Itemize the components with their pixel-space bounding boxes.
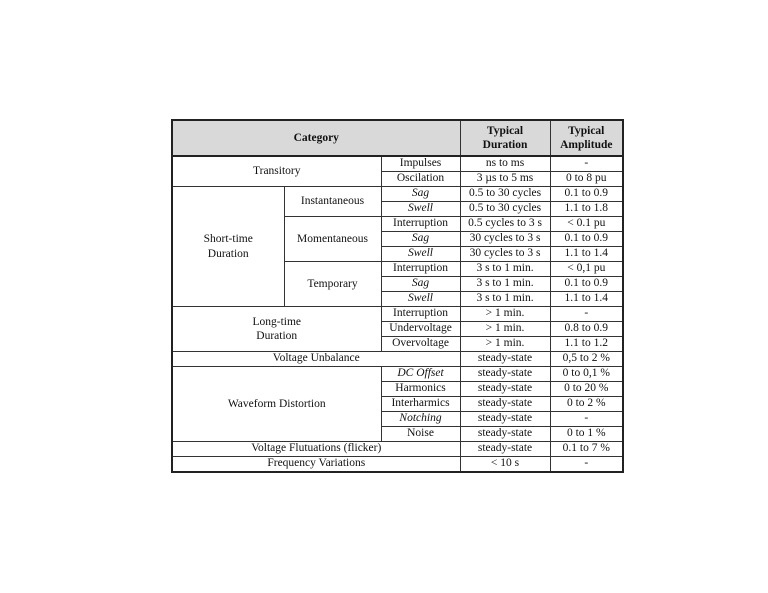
- duration-cell: steady-state: [460, 352, 550, 367]
- amplitude-cell: < 0.1 pu: [550, 217, 623, 232]
- amplitude-cell: 0 to 0,1 %: [550, 367, 623, 382]
- amplitude-cell: 0.8 to 0.9: [550, 322, 623, 337]
- duration-cell: steady-state: [460, 442, 550, 457]
- amplitude-cell: 0,5 to 2 %: [550, 352, 623, 367]
- category-transitory: Transitory: [172, 156, 381, 187]
- amplitude-cell: 0.1 to 0.9: [550, 232, 623, 247]
- amplitude-cell: 0 to 8 pu: [550, 172, 623, 187]
- duration-cell: steady-state: [460, 397, 550, 412]
- header-duration: Typical Duration: [460, 120, 550, 156]
- amplitude-cell: < 0,1 pu: [550, 262, 623, 277]
- amplitude-cell: -: [550, 457, 623, 473]
- category-long-time: Long-time Duration: [172, 307, 381, 352]
- amplitude-cell: -: [550, 307, 623, 322]
- amplitude-cell: 0.1 to 7 %: [550, 442, 623, 457]
- type-cell: Notching: [381, 412, 460, 427]
- duration-cell: 0.5 to 30 cycles: [460, 187, 550, 202]
- subcategory-momentaneous: Momentaneous: [284, 217, 381, 262]
- type-cell: DC Offset: [381, 367, 460, 382]
- duration-cell: steady-state: [460, 382, 550, 397]
- duration-cell: > 1 min.: [460, 322, 550, 337]
- amplitude-cell: -: [550, 156, 623, 172]
- duration-cell: 3 µs to 5 ms: [460, 172, 550, 187]
- header-category: Category: [172, 120, 460, 156]
- category-waveform-distortion: Waveform Distortion: [172, 367, 381, 442]
- amplitude-cell: 0 to 20 %: [550, 382, 623, 397]
- subcategory-instantaneous: Instantaneous: [284, 187, 381, 217]
- duration-cell: steady-state: [460, 427, 550, 442]
- duration-cell: ns to ms: [460, 156, 550, 172]
- amplitude-cell: 0 to 1 %: [550, 427, 623, 442]
- table-row: [172, 442, 623, 457]
- type-cell: Impulses: [381, 156, 460, 172]
- amplitude-cell: 0.1 to 0.9: [550, 187, 623, 202]
- type-cell: Undervoltage: [381, 322, 460, 337]
- table-row: [172, 156, 623, 172]
- type-cell: Interruption: [381, 262, 460, 277]
- category-short-time: Short-time Duration: [172, 187, 284, 307]
- subcategory-temporary: Temporary: [284, 262, 381, 307]
- duration-cell: 3 s to 1 min.: [460, 262, 550, 277]
- type-cell: Harmonics: [381, 382, 460, 397]
- duration-cell: steady-state: [460, 367, 550, 382]
- duration-cell: < 10 s: [460, 457, 550, 473]
- duration-cell: 30 cycles to 3 s: [460, 232, 550, 247]
- table-row: [172, 457, 623, 473]
- amplitude-cell: 0.1 to 0.9: [550, 277, 623, 292]
- duration-cell: 0.5 cycles to 3 s: [460, 217, 550, 232]
- type-cell: Oscilation: [381, 172, 460, 187]
- header-amplitude: Typical Amplitude: [550, 120, 623, 156]
- duration-cell: 3 s to 1 min.: [460, 277, 550, 292]
- table-row: [172, 367, 623, 382]
- type-cell: Sag: [381, 187, 460, 202]
- duration-cell: steady-state: [460, 412, 550, 427]
- duration-cell: > 1 min.: [460, 307, 550, 322]
- category-voltage-flicker: Voltage Flutuations (flicker): [172, 442, 460, 457]
- type-cell: Interharmics: [381, 397, 460, 412]
- table-row: [172, 187, 623, 202]
- type-cell: Swell: [381, 247, 460, 262]
- category-voltage-unbalance: Voltage Unbalance: [172, 352, 460, 367]
- duration-cell: 0.5 to 30 cycles: [460, 202, 550, 217]
- type-cell: Sag: [381, 232, 460, 247]
- amplitude-cell: 0 to 2 %: [550, 397, 623, 412]
- category-frequency-variations: Frequency Variations: [172, 457, 460, 473]
- amplitude-cell: 1.1 to 1.4: [550, 247, 623, 262]
- type-cell: Sag: [381, 277, 460, 292]
- duration-cell: > 1 min.: [460, 337, 550, 352]
- amplitude-cell: 1.1 to 1.4: [550, 292, 623, 307]
- type-cell: Swell: [381, 202, 460, 217]
- type-cell: Noise: [381, 427, 460, 442]
- type-cell: Overvoltage: [381, 337, 460, 352]
- amplitude-cell: 1.1 to 1.2: [550, 337, 623, 352]
- table-row: [172, 307, 623, 322]
- amplitude-cell: 1.1 to 1.8: [550, 202, 623, 217]
- type-cell: Interruption: [381, 217, 460, 232]
- amplitude-cell: -: [550, 412, 623, 427]
- table-row: [172, 352, 623, 367]
- header-row: [172, 120, 623, 156]
- duration-cell: 3 s to 1 min.: [460, 292, 550, 307]
- power-quality-table: [171, 119, 624, 473]
- duration-cell: 30 cycles to 3 s: [460, 247, 550, 262]
- type-cell: Swell: [381, 292, 460, 307]
- type-cell: Interruption: [381, 307, 460, 322]
